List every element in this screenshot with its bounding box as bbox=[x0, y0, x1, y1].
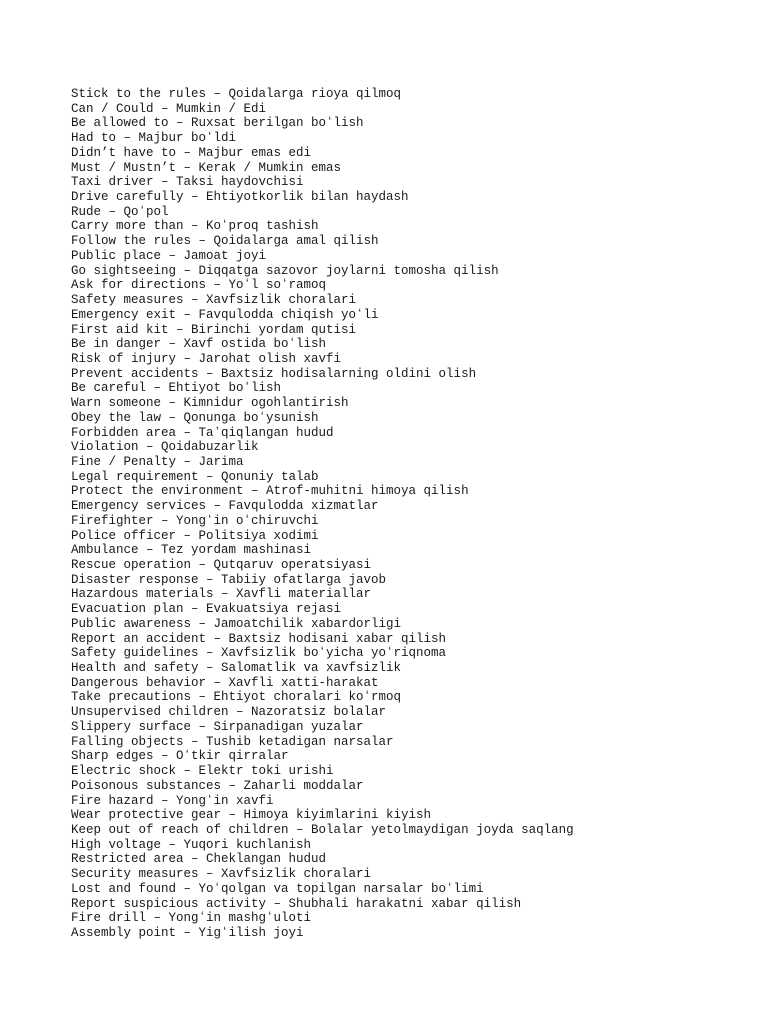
vocabulary-entry: Violation – Qoidabuzarlik bbox=[71, 440, 259, 455]
vocabulary-entry: Falling objects – Tushib ketadigan narsalar bbox=[71, 734, 394, 749]
vocabulary-entry: Firefighter – Yongʻin oʻchiruvchi bbox=[71, 513, 319, 528]
vocabulary-entry: Forbidden area – Taʼqiqlangan hudud bbox=[71, 425, 334, 440]
vocabulary-entry: Emergency exit – Favqulodda chiqish yoʻli bbox=[71, 307, 379, 322]
vocabulary-entry: Public place – Jamoat joyi bbox=[71, 248, 267, 263]
vocabulary-entry: Must / Mustn’t – Kerak / Mumkin emas bbox=[71, 160, 342, 175]
vocabulary-entry: Had to – Majbur boʻldi bbox=[71, 131, 237, 146]
vocabulary-entry: Protect the environment – Atrof-muhitni himoya qilish bbox=[71, 484, 469, 499]
vocabulary-entry: High voltage – Yuqori kuchlanish bbox=[71, 837, 312, 852]
vocabulary-entry: First aid kit – Birinchi yordam qutisi bbox=[71, 322, 357, 337]
vocabulary-entry: Unsupervised children – Nazoratsiz bolalar bbox=[71, 705, 387, 720]
vocabulary-entry: Be in danger – Xavf ostida boʻlish bbox=[71, 337, 327, 352]
vocabulary-entry: Drive carefully – Ehtiyotkorlik bilan haydash bbox=[71, 190, 409, 205]
vocabulary-entry: Keep out of reach of children – Bolalar yetolmaydigan joyda saqlang bbox=[71, 822, 574, 837]
vocabulary-entry: Warn someone – Kimnidur ogohlantirish bbox=[71, 396, 349, 411]
vocabulary-entry: Legal requirement – Qonuniy talab bbox=[71, 469, 319, 484]
vocabulary-entry: Assembly point – Yigʻilish joyi bbox=[71, 925, 304, 940]
vocabulary-entry: Can / Could – Mumkin / Edi bbox=[71, 101, 267, 116]
vocabulary-entry: Hazardous materials – Xavfli materiallar bbox=[71, 587, 372, 602]
vocabulary-entry: Ask for directions – Yoʻl soʻramoq bbox=[71, 278, 327, 293]
vocabulary-entry: Security measures – Xavfsizlik choralari bbox=[71, 867, 372, 882]
vocabulary-entry: Carry more than – Koʻproq tashish bbox=[71, 219, 319, 234]
vocabulary-entry: Risk of injury – Jarohat olish xavfi bbox=[71, 351, 342, 366]
vocabulary-entry: Lost and found – Yoʻqolgan va topilgan narsalar boʻlimi bbox=[71, 881, 484, 896]
vocabulary-entry: Be allowed to – Ruxsat berilgan boʻlish bbox=[71, 116, 364, 131]
vocabulary-entry: Fire drill – Yongʻin mashgʻuloti bbox=[71, 911, 312, 926]
vocabulary-entry: Report an accident – Baxtsiz hodisani xabar qilish bbox=[71, 631, 447, 646]
vocabulary-entry: Safety measures – Xavfsizlik choralari bbox=[71, 293, 357, 308]
vocabulary-entry: Go sightseeing – Diqqatga sazovor joylarni tomosha qilish bbox=[71, 263, 499, 278]
vocabulary-entry: Didn’t have to – Majbur emas edi bbox=[71, 145, 312, 160]
vocabulary-entry: Fine / Penalty – Jarima bbox=[71, 454, 244, 469]
vocabulary-entry: Fire hazard – Yongʻin xavfi bbox=[71, 793, 274, 808]
vocabulary-entry: Ambulance – Tez yordam mashinasi bbox=[71, 543, 312, 558]
vocabulary-entry: Sharp edges – Oʻtkir qirralar bbox=[71, 749, 289, 764]
vocabulary-entry: Slippery surface – Sirpanadigan yuzalar bbox=[71, 719, 364, 734]
vocabulary-entry: Rescue operation – Qutqaruv operatsiyasi bbox=[71, 558, 372, 572]
vocabulary-entry: Poisonous substances – Zaharli moddalar bbox=[71, 778, 364, 793]
vocabulary-entry: Follow the rules – Qoidalarga amal qilish bbox=[71, 234, 379, 249]
vocabulary-entry: Be careful – Ehtiyot boʻlish bbox=[71, 381, 282, 396]
vocabulary-entry: Disaster response – Tabiiy ofatlarga javob bbox=[71, 572, 387, 587]
vocabulary-entry: Emergency services – Favqulodda xizmatlar bbox=[71, 499, 379, 514]
vocabulary-entry: Wear protective gear – Himoya kiyimlarini kiyish bbox=[71, 808, 432, 823]
vocabulary-entry: Safety guidelines – Xavfsizlik boʻyicha yoʻriqnoma bbox=[71, 646, 447, 661]
vocabulary-entry: Stick to the rules – Qoidalarga rioya qilmoq bbox=[71, 87, 402, 101]
vocabulary-entry: Rude – Qoʻpol bbox=[71, 204, 169, 219]
vocabulary-entry: Restricted area – Cheklangan hudud bbox=[71, 852, 327, 867]
vocabulary-entry: Take precautions – Ehtiyot choralari koʻrmoq bbox=[71, 690, 402, 705]
vocabulary-entry: Taxi driver – Taksi haydovchisi bbox=[71, 175, 304, 190]
vocabulary-entry: Obey the law – Qonunga boʻysunish bbox=[71, 410, 319, 425]
vocabulary-list bbox=[71, 87, 574, 941]
vocabulary-entry: Prevent accidents – Baxtsiz hodisalarning oldini olish bbox=[71, 366, 477, 381]
vocabulary-entry: Report suspicious activity – Shubhali harakatni xabar qilish bbox=[71, 896, 522, 911]
vocabulary-entry: Health and safety – Salomatlik va xavfsizlik bbox=[71, 661, 402, 676]
vocabulary-entry: Evacuation plan – Evakuatsiya rejasi bbox=[71, 602, 342, 617]
vocabulary-entry: Electric shock – Elektr toki urishi bbox=[71, 764, 334, 779]
vocabulary-entry: Dangerous behavior – Xavfli xatti-harakat bbox=[71, 675, 379, 690]
vocabulary-entry: Police officer – Politsiya xodimi bbox=[71, 528, 319, 543]
vocabulary-entry: Public awareness – Jamoatchilik xabardorligi bbox=[71, 616, 402, 631]
